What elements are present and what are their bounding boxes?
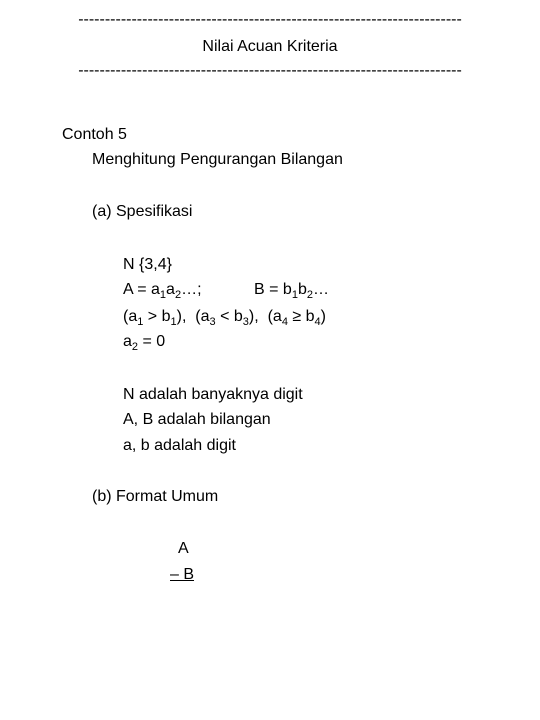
spec-conditions bbox=[123, 307, 326, 327]
spec-heading: (a) Spesifikasi bbox=[92, 203, 193, 220]
note-n: N adalah banyaknya digit bbox=[123, 386, 303, 403]
example-heading: Contoh 5 bbox=[62, 126, 127, 143]
spec-line-a: $A = a_1a_2\dots$; bbox=[123, 281, 202, 301]
spec-line-n: N {3,4} bbox=[123, 256, 172, 273]
page-title: Nilai Acuan Kriteria bbox=[202, 38, 338, 55]
bottom-dashed-rule: ------------------------------------------------------------------------ bbox=[78, 62, 462, 79]
spec-line-b: $B = b_1b_2\dots$ bbox=[254, 281, 329, 301]
condition-3: $(a_4 \ge b_4)$ bbox=[267, 308, 326, 328]
condition-1: $(a_1 > b_1)$, bbox=[123, 308, 187, 328]
spec-line-a2: $a_2 = 0$ bbox=[123, 333, 166, 353]
condition-2: $(a_3 < b_3)$, bbox=[195, 308, 259, 328]
top-dashed-rule: ------------------------------------------------------------------------ bbox=[78, 11, 462, 28]
format-line-b: – B bbox=[170, 566, 195, 583]
note-digits: a, b adalah digit bbox=[123, 437, 236, 454]
example-subtitle: Menghitung Pengurangan Bilangan bbox=[92, 151, 343, 168]
format-line-a: A bbox=[178, 540, 189, 557]
note-ab: A, B adalah bilangan bbox=[123, 411, 271, 428]
format-heading: (b) Format Umum bbox=[92, 488, 219, 505]
